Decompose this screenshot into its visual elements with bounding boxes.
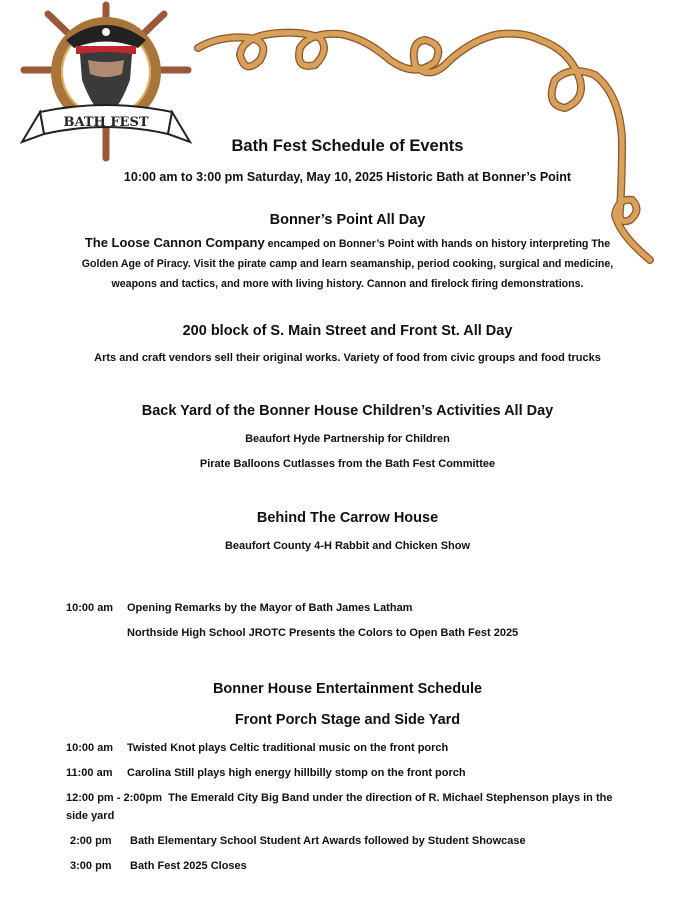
event-time: 10:00 am — [66, 602, 114, 614]
carrow-house-text: Beaufort County 4-H Rabbit and Chicken Show — [224, 540, 471, 552]
logo-text: BATH FEST — [63, 115, 149, 130]
bonners-point-description — [55, 233, 640, 294]
event-time: 3:00 pm — [70, 860, 112, 872]
opening-row — [66, 602, 412, 614]
main-street-heading: 200 block of S. Main Street and Front St. All Day — [182, 323, 513, 339]
description-line: weapons and tactics, and more with living history. Cannon and firelock firing demonstrations. — [111, 278, 584, 290]
event-text: The Emerald City Big Band under the direction of R. Michael Stephenson plays in the — [168, 792, 613, 804]
event-time: 12:00 pm - 2:00pm — [66, 792, 162, 804]
entertainment-heading: Bonner House Entertainment Schedule — [212, 681, 483, 697]
event-text: Bath Elementary School Student Art Awards followed by Student Showcase — [130, 835, 526, 847]
event-subtitle: 10:00 am to 3:00 pm Saturday, May 10, 2025 Historic Bath at Bonner’s Point — [123, 170, 572, 184]
schedule-row-continued: side yard — [66, 810, 115, 822]
main-street-text: Arts and craft vendors sell their original works. Variety of food from civic groups and food trucks — [94, 352, 601, 364]
page-title: Bath Fest Schedule of Events — [231, 137, 464, 155]
schedule-row — [66, 792, 612, 804]
bonners-point-heading: Bonner’s Point All Day — [269, 212, 426, 228]
schedule-row — [66, 742, 448, 754]
event-time: 10:00 am — [66, 742, 114, 754]
company-name: The Loose Cannon Company — [84, 235, 265, 250]
schedule-row — [70, 835, 526, 847]
schedule-row — [70, 860, 247, 872]
event-time: 2:00 pm — [70, 835, 112, 847]
event-text: Bath Fest 2025 Closes — [130, 860, 247, 872]
schedule-row — [66, 767, 466, 779]
event-time: 11:00 am — [66, 767, 113, 779]
entertainment-subheading: Front Porch Stage and Side Yard — [234, 712, 461, 728]
carrow-house-heading: Behind The Carrow House — [256, 510, 439, 526]
event-text: Opening Remarks by the Mayor of Bath James Latham — [127, 602, 413, 614]
event-text: Carolina Still plays high energy hillbilly stomp on the front porch — [127, 767, 466, 779]
event-text: Twisted Knot plays Celtic traditional music on the front porch — [127, 742, 449, 754]
description-line: encamped on Bonner’s Point with hands on history interpreting The — [264, 238, 611, 250]
back-yard-item: Pirate Balloons Cutlasses from the Bath Fest Committee — [199, 458, 496, 470]
opening-row: Northside High School JROTC Presents the Colors to Open Bath Fest 2025 — [127, 627, 519, 639]
back-yard-heading: Back Yard of the Bonner House Children’s Activities All Day — [141, 403, 554, 419]
description-line: Golden Age of Piracy. Visit the pirate camp and learn seamanship, period cooking, surgical and medicine, — [81, 258, 614, 270]
back-yard-item: Beaufort Hyde Partnership for Children — [245, 433, 450, 445]
